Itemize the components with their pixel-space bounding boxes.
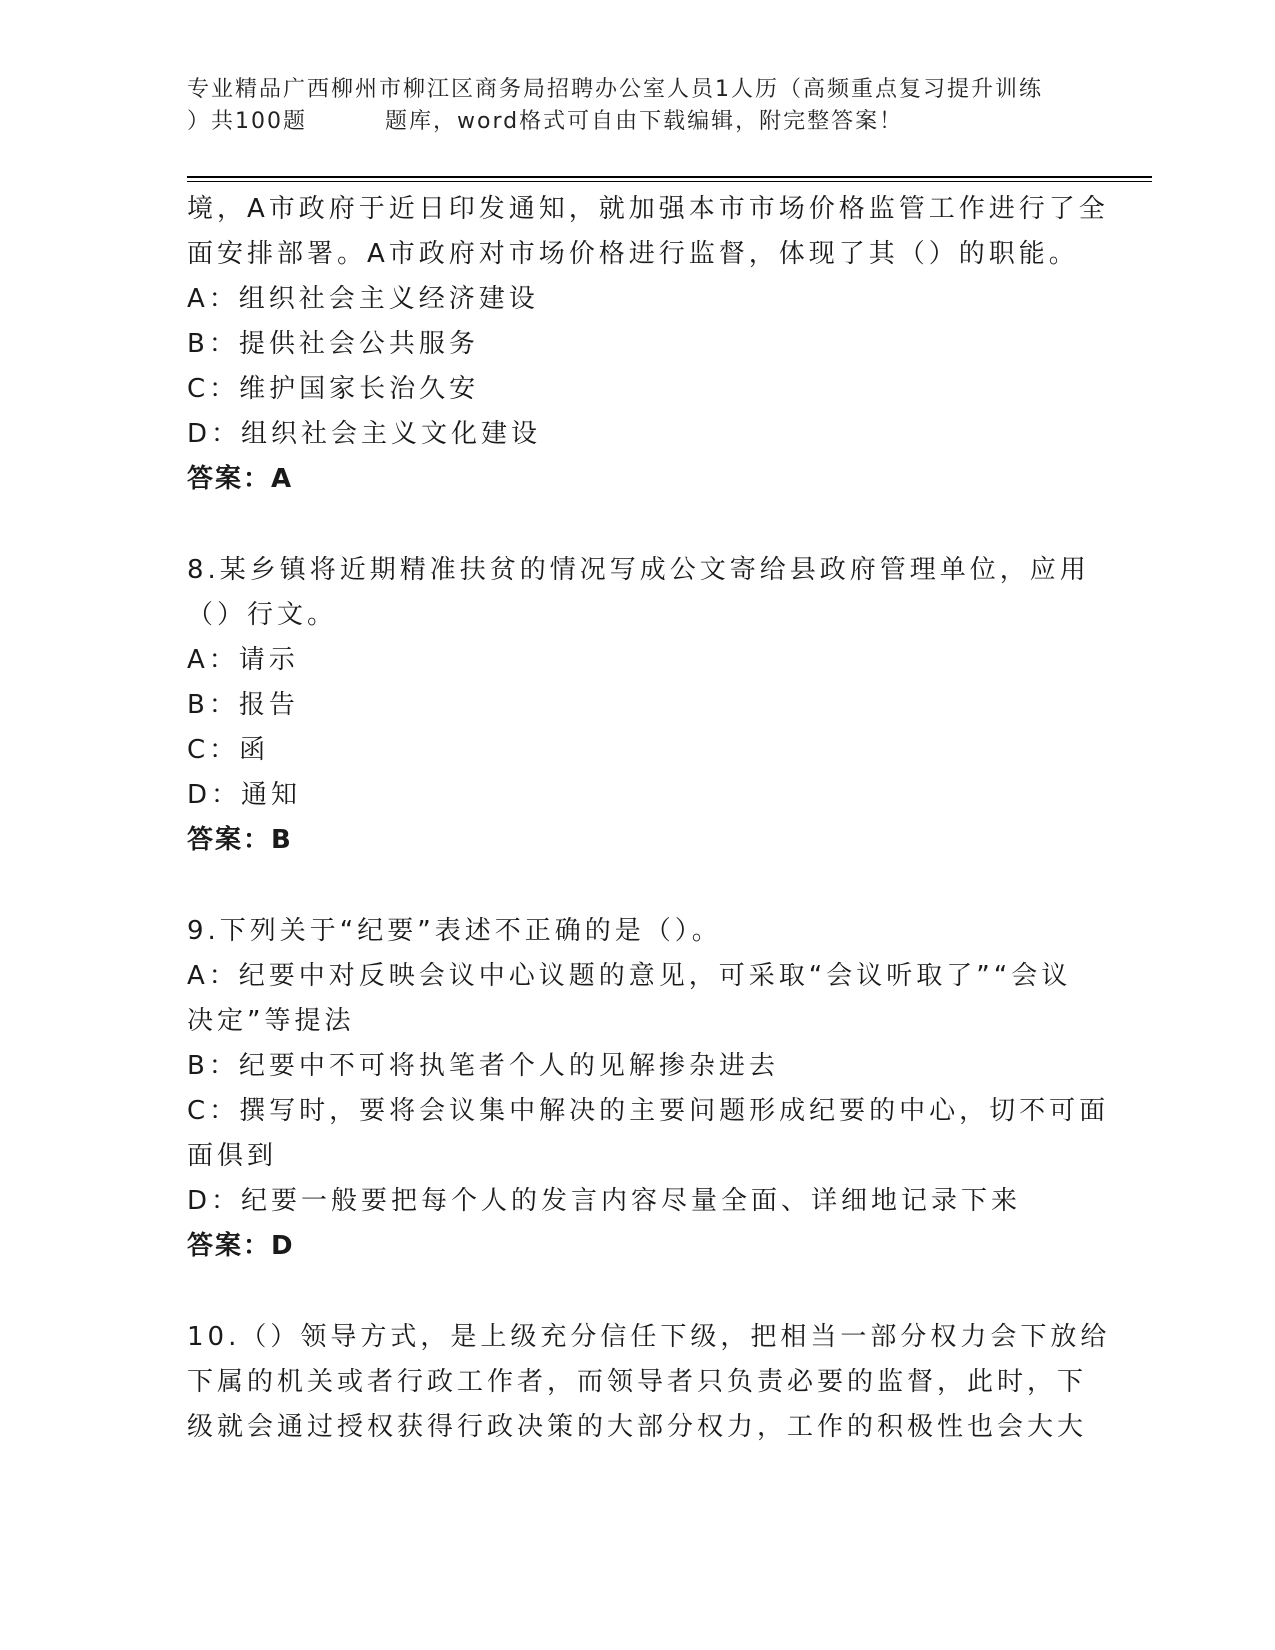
header-line-2-left: ）共100题	[187, 109, 307, 134]
option-c-continued: 面俱到	[187, 1141, 278, 1171]
question-7	[187, 187, 1109, 502]
answer-label: 答案：D	[187, 1231, 295, 1261]
question-stem: 10.（）领导方式，是上级充分信任下级，把相当一部分权力会下放给	[187, 1322, 1111, 1352]
answer-label: 答案：A	[187, 464, 294, 494]
question-stem: 下属的机关或者行政工作者，而领导者只负责必要的监督，此时，下	[187, 1367, 1088, 1397]
answer-label: 答案：B	[187, 825, 293, 855]
question-stem: 面安排部署。A市政府对市场价格进行监督，体现了其（）的职能。	[187, 239, 1079, 269]
question-stem: （）行文。	[187, 600, 338, 630]
option-d: D：通知	[187, 780, 302, 810]
question-9	[187, 909, 1110, 1269]
option-b: B：报告	[187, 690, 299, 720]
option-d: D：纪要一般要把每个人的发言内容尽量全面、详细地记录下来	[187, 1186, 1022, 1216]
header-line-1: 专业精品广西柳州市柳江区商务局招聘办公室人员1人历（高频重点复习提升训练	[187, 77, 1043, 102]
header-divider-thin	[187, 181, 1152, 182]
question-10	[187, 1315, 1111, 1450]
option-a-continued: 决定”等提法	[187, 1006, 355, 1036]
option-c: C：函	[187, 735, 270, 765]
page-header	[187, 74, 1087, 138]
option-b: B：纪要中不可将执笔者个人的见解掺杂进去	[187, 1051, 779, 1081]
question-stem: 8.某乡镇将近期精准扶贫的情况写成公文寄给县政府管理单位，应用	[187, 555, 1090, 585]
option-a: A：组织社会主义经济建设	[187, 284, 539, 314]
question-list	[187, 187, 1111, 1450]
question-stem: 9.下列关于“纪要”表述不正确的是（）。	[187, 916, 722, 946]
header-divider-thick	[187, 176, 1152, 178]
question-stem: 境，A市政府于近日印发通知，就加强本市市场价格监管工作进行了全	[187, 194, 1109, 224]
option-c: C：维护国家长治久安	[187, 374, 480, 404]
option-c: C：撰写时，要将会议集中解决的主要问题形成纪要的中心，切不可面	[187, 1096, 1110, 1126]
header-line-2	[187, 106, 1087, 138]
option-d: D：组织社会主义文化建设	[187, 419, 542, 449]
question-stem: 级就会通过授权获得行政决策的大部分权力，工作的积极性也会大大	[187, 1412, 1088, 1442]
option-a: A：请示	[187, 645, 299, 675]
question-8	[187, 548, 1090, 863]
option-a: A：纪要中对反映会议中心议题的意见，可采取“会议听取了”“会议	[187, 961, 1072, 991]
header-line-2-right: 题库，word格式可自由下载编辑，附完整答案！	[385, 109, 904, 134]
option-b: B：提供社会公共服务	[187, 329, 479, 359]
